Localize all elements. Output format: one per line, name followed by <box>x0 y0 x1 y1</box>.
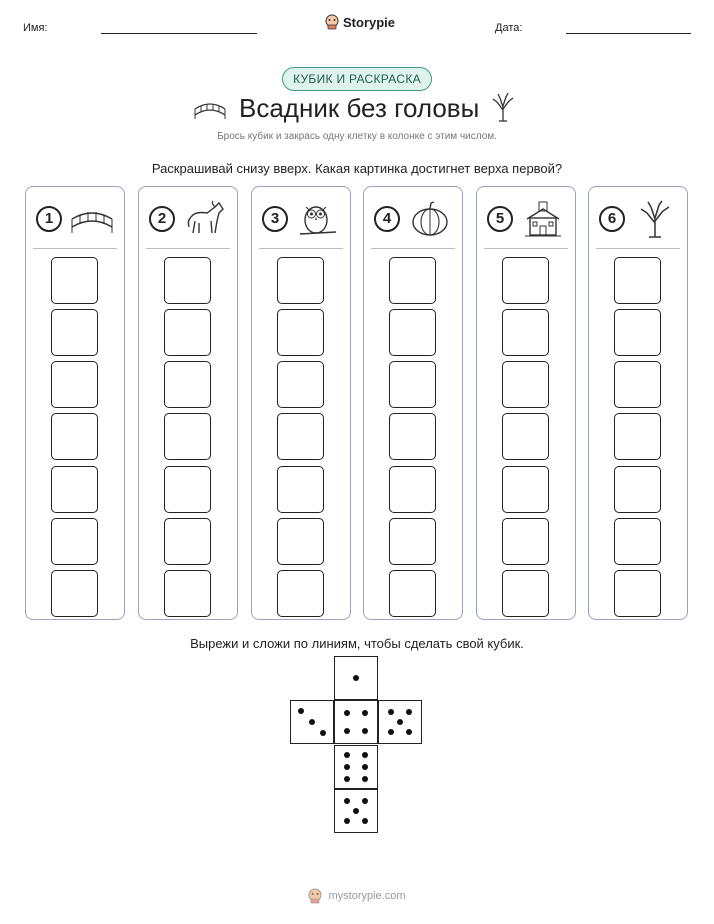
column-5 <box>476 186 576 620</box>
color-cell[interactable] <box>277 361 324 408</box>
tree-icon <box>631 199 679 239</box>
die-pip <box>406 729 412 735</box>
color-cell[interactable] <box>51 518 98 565</box>
die-pip <box>353 808 359 814</box>
color-cell[interactable] <box>614 518 661 565</box>
die-pip <box>344 728 350 734</box>
color-cell[interactable] <box>51 257 98 304</box>
die-pip <box>353 675 359 681</box>
name-line <box>101 33 257 34</box>
color-cell[interactable] <box>51 361 98 408</box>
color-cell[interactable] <box>614 257 661 304</box>
mascot-icon <box>308 888 322 904</box>
column-3 <box>251 186 351 620</box>
die-pip <box>362 798 368 804</box>
die-pip <box>362 776 368 782</box>
die-face-6 <box>334 745 378 789</box>
column-1 <box>25 186 125 620</box>
color-cell[interactable] <box>614 413 661 460</box>
die-face-3 <box>290 700 334 744</box>
die-face-5 <box>378 700 422 744</box>
column-divider <box>484 248 568 249</box>
column-2 <box>138 186 238 620</box>
color-cell[interactable] <box>614 309 661 356</box>
die-pip <box>298 708 304 714</box>
brand-name: Storypie <box>343 14 396 30</box>
column-number: 3 <box>262 206 288 232</box>
die-pip <box>362 728 368 734</box>
color-cell[interactable] <box>502 309 549 356</box>
color-cell[interactable] <box>164 309 211 356</box>
color-cell[interactable] <box>277 257 324 304</box>
color-cell[interactable] <box>389 466 436 513</box>
page-title: Всадник без головы <box>239 93 480 123</box>
column-4 <box>363 186 463 620</box>
tree-icon <box>489 92 517 122</box>
color-cell[interactable] <box>389 257 436 304</box>
column-number: 6 <box>599 206 625 232</box>
brand-logo <box>325 14 395 30</box>
color-cell[interactable] <box>502 466 549 513</box>
worksheet-badge: КУБИК И РАСКРАСКА <box>282 67 432 91</box>
color-cell[interactable] <box>614 466 661 513</box>
die-pip <box>309 719 315 725</box>
color-cell[interactable] <box>164 570 211 617</box>
die-pip <box>362 818 368 824</box>
column-number: 5 <box>487 206 513 232</box>
color-cell[interactable] <box>164 361 211 408</box>
die-pip <box>362 764 368 770</box>
color-cell[interactable] <box>164 413 211 460</box>
color-cell[interactable] <box>277 466 324 513</box>
column-6 <box>588 186 688 620</box>
color-cell[interactable] <box>502 570 549 617</box>
color-cell[interactable] <box>51 570 98 617</box>
color-cell[interactable] <box>277 570 324 617</box>
column-number: 4 <box>374 206 400 232</box>
cut-instruction: Вырежи и сложи по линиям, чтобы сделать свой кубик. <box>190 636 524 651</box>
die-pip <box>362 710 368 716</box>
color-cell[interactable] <box>51 466 98 513</box>
column-divider <box>596 248 680 249</box>
color-cell[interactable] <box>277 518 324 565</box>
color-cell[interactable] <box>389 518 436 565</box>
pumpkin-icon <box>406 199 454 239</box>
bridge-icon <box>68 199 116 239</box>
mascot-icon <box>325 14 339 30</box>
column-divider <box>371 248 455 249</box>
color-cell[interactable] <box>614 570 661 617</box>
column-number: 1 <box>36 206 62 232</box>
color-cell[interactable] <box>164 257 211 304</box>
horse-icon <box>181 199 229 239</box>
die-pip <box>344 764 350 770</box>
page-subtitle: Брось кубик и закрась одну клетку в колонке с этим числом. <box>217 131 497 142</box>
die-face-1 <box>334 656 378 700</box>
color-cell[interactable] <box>502 361 549 408</box>
column-divider <box>146 248 230 249</box>
schoolhouse-icon <box>519 199 567 239</box>
die-pip <box>344 752 350 758</box>
die-pip <box>406 709 412 715</box>
date-label: Дата: <box>495 22 523 34</box>
color-cell[interactable] <box>51 413 98 460</box>
color-cell[interactable] <box>389 413 436 460</box>
color-cell[interactable] <box>502 518 549 565</box>
column-divider <box>33 248 117 249</box>
footer-url: mystorypie.com <box>328 890 406 902</box>
die-face-5 <box>334 789 378 833</box>
color-cell[interactable] <box>389 570 436 617</box>
color-cell[interactable] <box>502 257 549 304</box>
color-cell[interactable] <box>164 518 211 565</box>
color-cell[interactable] <box>277 309 324 356</box>
name-label: Имя: <box>23 22 48 34</box>
color-cell[interactable] <box>502 413 549 460</box>
die-pip <box>362 752 368 758</box>
die-pip <box>388 729 394 735</box>
die-pip <box>344 710 350 716</box>
column-divider <box>259 248 343 249</box>
die-pip <box>320 730 326 736</box>
die-pip <box>388 709 394 715</box>
column-number: 2 <box>149 206 175 232</box>
color-cell[interactable] <box>277 413 324 460</box>
color-cell[interactable] <box>614 361 661 408</box>
color-cell[interactable] <box>389 361 436 408</box>
color-cell[interactable] <box>164 466 211 513</box>
die-pip <box>397 719 403 725</box>
footer <box>0 888 714 904</box>
color-cell[interactable] <box>389 309 436 356</box>
color-cell[interactable] <box>51 309 98 356</box>
die-pip <box>344 798 350 804</box>
owl-icon <box>294 199 342 239</box>
die-pip <box>344 776 350 782</box>
die-face-4 <box>334 700 378 744</box>
die-pip <box>344 818 350 824</box>
date-line <box>566 33 691 34</box>
bridge-icon <box>193 95 227 121</box>
instruction-text: Раскрашивай снизу вверх. Какая картинка достигнет верха первой? <box>151 161 563 176</box>
